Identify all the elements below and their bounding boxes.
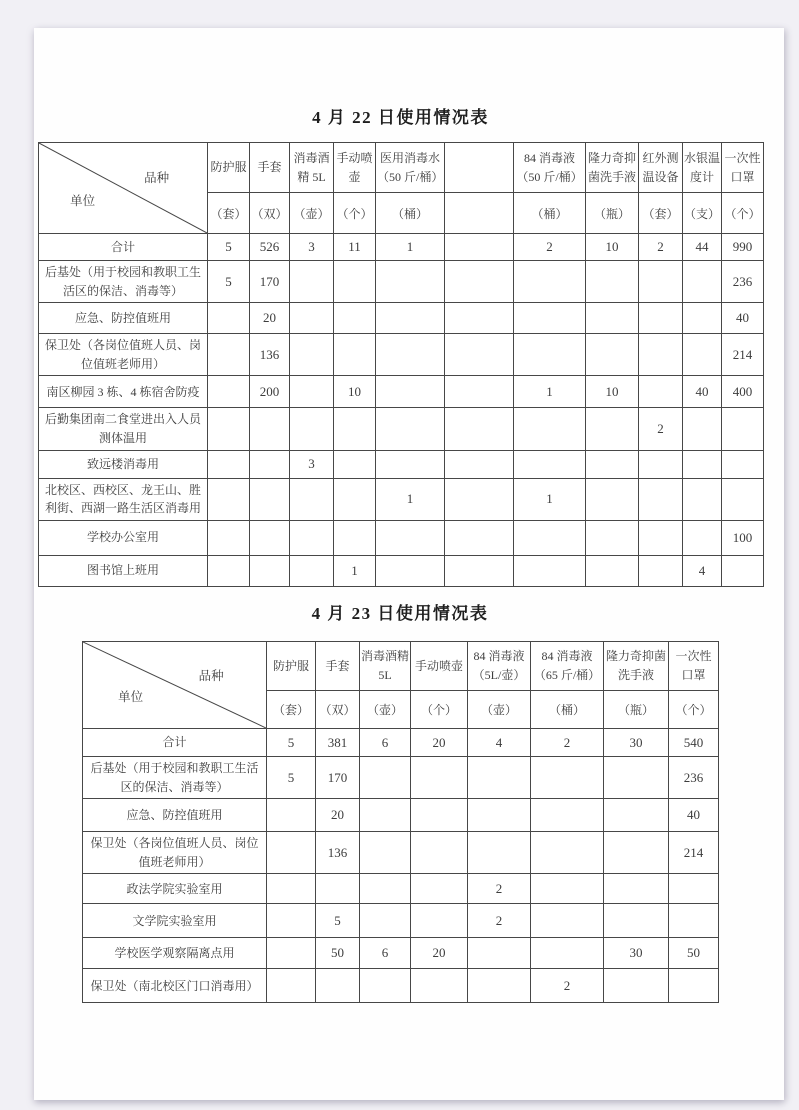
value-cell — [334, 261, 376, 303]
value-cell — [586, 478, 639, 520]
table-row — [39, 478, 764, 520]
value-cell: 381 — [316, 729, 360, 757]
value-cell: 5 — [208, 261, 250, 303]
value-cell — [411, 757, 468, 799]
value-cell — [208, 478, 250, 520]
row-label: 南区柳园 3 栋、4 栋宿舍防疫 — [39, 376, 208, 408]
column-header: 84 消毒液（65 斤/桶） — [531, 642, 604, 691]
value-cell — [514, 450, 586, 478]
value-cell — [334, 478, 376, 520]
value-cell — [514, 408, 586, 450]
value-cell: 30 — [604, 729, 669, 757]
value-cell — [376, 450, 445, 478]
value-cell — [290, 376, 334, 408]
column-unit-header: （双） — [316, 691, 360, 729]
corner-label-bottom: 单位 — [118, 690, 144, 705]
value-cell: 30 — [604, 938, 669, 969]
column-header: 消毒酒精 5L — [290, 143, 334, 193]
column-unit-header: （桶） — [514, 193, 586, 234]
value-cell: 11 — [334, 234, 376, 261]
value-cell: 6 — [360, 938, 411, 969]
value-cell: 40 — [669, 799, 719, 832]
table-row — [39, 555, 764, 586]
column-unit-header: （套） — [267, 691, 316, 729]
column-unit-header — [445, 193, 514, 234]
value-cell: 20 — [411, 729, 468, 757]
value-cell — [586, 520, 639, 555]
value-cell — [411, 874, 468, 904]
column-unit-header: （瓶） — [604, 691, 669, 729]
value-cell: 20 — [316, 799, 360, 832]
value-cell — [250, 478, 290, 520]
column-header: 红外测温设备 — [639, 143, 683, 193]
value-cell — [376, 555, 445, 586]
value-cell: 526 — [250, 234, 290, 261]
value-cell: 10 — [334, 376, 376, 408]
value-cell: 236 — [722, 261, 764, 303]
value-cell — [267, 832, 316, 874]
value-cell — [360, 757, 411, 799]
value-cell — [468, 832, 531, 874]
value-cell — [316, 969, 360, 1003]
value-cell — [208, 376, 250, 408]
value-cell — [250, 408, 290, 450]
value-cell: 1 — [376, 234, 445, 261]
row-label: 政法学院实验室用 — [83, 874, 267, 904]
value-cell: 136 — [316, 832, 360, 874]
value-cell: 214 — [722, 334, 764, 376]
value-cell — [531, 938, 604, 969]
value-cell — [639, 520, 683, 555]
value-cell — [250, 555, 290, 586]
value-cell — [376, 520, 445, 555]
column-header: 一次性口罩 — [722, 143, 764, 193]
value-cell — [445, 334, 514, 376]
value-cell — [531, 832, 604, 874]
value-cell — [290, 478, 334, 520]
value-cell — [411, 799, 468, 832]
row-label: 后勤集团南二食堂进出入人员测体温用 — [39, 408, 208, 450]
value-cell — [376, 303, 445, 334]
value-cell — [683, 334, 722, 376]
table-row — [83, 729, 719, 757]
table-row — [39, 376, 764, 408]
value-cell — [411, 969, 468, 1003]
column-unit-header: （个） — [334, 193, 376, 234]
value-cell — [267, 904, 316, 938]
table-row — [39, 334, 764, 376]
value-cell: 4 — [683, 555, 722, 586]
value-cell — [514, 520, 586, 555]
row-label: 后基处（用于校园和教职工生活区的保洁、消毒等） — [83, 757, 267, 799]
value-cell: 2 — [639, 234, 683, 261]
column-unit-header: （套） — [208, 193, 250, 234]
value-cell — [586, 261, 639, 303]
value-cell — [639, 376, 683, 408]
value-cell — [445, 234, 514, 261]
value-cell — [531, 904, 604, 938]
row-label: 致远楼消毒用 — [39, 450, 208, 478]
value-cell — [639, 303, 683, 334]
value-cell — [683, 520, 722, 555]
value-cell: 136 — [250, 334, 290, 376]
value-cell: 2 — [639, 408, 683, 450]
value-cell — [208, 555, 250, 586]
value-cell: 1 — [334, 555, 376, 586]
row-label: 保卫处（各岗位值班人员、岗位值班老师用） — [39, 334, 208, 376]
corner-label-top: 品种 — [144, 171, 170, 186]
value-cell — [683, 450, 722, 478]
value-cell: 3 — [290, 450, 334, 478]
value-cell — [411, 832, 468, 874]
usage-table — [82, 641, 719, 1003]
value-cell — [360, 832, 411, 874]
value-cell — [586, 408, 639, 450]
diagonal-divider-line — [83, 642, 266, 728]
table-row — [83, 938, 719, 969]
row-label: 文学院实验室用 — [83, 904, 267, 938]
table-row — [39, 261, 764, 303]
column-unit-header: （桶） — [376, 193, 445, 234]
value-cell: 2 — [531, 729, 604, 757]
value-cell — [683, 408, 722, 450]
value-cell — [468, 757, 531, 799]
value-cell — [290, 408, 334, 450]
value-cell — [586, 334, 639, 376]
usage-table — [38, 142, 764, 587]
value-cell — [290, 555, 334, 586]
value-cell — [669, 904, 719, 938]
table-row — [39, 234, 764, 261]
value-cell: 44 — [683, 234, 722, 261]
value-cell: 170 — [316, 757, 360, 799]
value-cell: 2 — [468, 874, 531, 904]
value-cell: 990 — [722, 234, 764, 261]
value-cell — [267, 874, 316, 904]
value-cell: 540 — [669, 729, 719, 757]
value-cell — [722, 408, 764, 450]
value-cell — [639, 478, 683, 520]
value-cell: 40 — [683, 376, 722, 408]
corner-header-cell — [83, 642, 267, 729]
value-cell — [250, 450, 290, 478]
value-cell — [290, 334, 334, 376]
row-label: 保卫处（南北校区门口消毒用） — [83, 969, 267, 1003]
value-cell — [514, 555, 586, 586]
value-cell — [290, 520, 334, 555]
value-cell: 10 — [586, 234, 639, 261]
value-cell: 5 — [267, 729, 316, 757]
value-cell: 100 — [722, 520, 764, 555]
value-cell — [360, 799, 411, 832]
row-label: 图书馆上班用 — [39, 555, 208, 586]
corner-label-top: 品种 — [198, 668, 224, 683]
column-header: 防护服 — [267, 642, 316, 691]
value-cell — [514, 334, 586, 376]
value-cell — [722, 555, 764, 586]
value-cell: 5 — [316, 904, 360, 938]
value-cell: 5 — [208, 234, 250, 261]
column-header: 手套 — [250, 143, 290, 193]
usage-table-section-april-23 — [82, 600, 718, 1003]
value-cell: 1 — [514, 376, 586, 408]
value-cell — [445, 450, 514, 478]
value-cell — [604, 874, 669, 904]
value-cell — [334, 303, 376, 334]
value-cell — [531, 799, 604, 832]
value-cell — [604, 832, 669, 874]
value-cell — [639, 450, 683, 478]
value-cell: 400 — [722, 376, 764, 408]
column-header: 隆力奇抑菌洗手液 — [586, 143, 639, 193]
row-label: 应急、防控值班用 — [83, 799, 267, 832]
value-cell: 50 — [669, 938, 719, 969]
value-cell — [445, 408, 514, 450]
column-header — [445, 143, 514, 193]
value-cell — [376, 408, 445, 450]
column-unit-header: （壶） — [360, 691, 411, 729]
value-cell: 214 — [669, 832, 719, 874]
value-cell — [445, 261, 514, 303]
value-cell: 2 — [514, 234, 586, 261]
diagonal-divider-line — [39, 143, 207, 233]
value-cell: 50 — [316, 938, 360, 969]
value-cell — [514, 303, 586, 334]
table-row — [83, 874, 719, 904]
value-cell — [334, 334, 376, 376]
value-cell — [669, 969, 719, 1003]
column-unit-header: （壶） — [290, 193, 334, 234]
value-cell: 6 — [360, 729, 411, 757]
value-cell — [445, 303, 514, 334]
value-cell — [722, 478, 764, 520]
table-row — [83, 904, 719, 938]
column-header: 手套 — [316, 642, 360, 691]
column-unit-header: （瓶） — [586, 193, 639, 234]
value-cell — [468, 799, 531, 832]
table-row — [39, 303, 764, 334]
value-cell: 170 — [250, 261, 290, 303]
row-label: 合计 — [39, 234, 208, 261]
value-cell — [334, 520, 376, 555]
value-cell — [639, 261, 683, 303]
column-unit-header: （双） — [250, 193, 290, 234]
corner-header-cell — [39, 143, 208, 234]
table-row — [83, 832, 719, 874]
column-unit-header: （桶） — [531, 691, 604, 729]
value-cell — [267, 969, 316, 1003]
row-label: 学校医学观察隔离点用 — [83, 938, 267, 969]
value-cell: 20 — [411, 938, 468, 969]
usage-table-section-april-22 — [38, 104, 763, 587]
value-cell — [604, 799, 669, 832]
value-cell — [604, 757, 669, 799]
value-cell — [586, 450, 639, 478]
value-cell — [445, 376, 514, 408]
column-header: 消毒酒精 5L — [360, 642, 411, 691]
value-cell — [639, 555, 683, 586]
value-cell — [267, 799, 316, 832]
value-cell — [514, 261, 586, 303]
value-cell — [669, 874, 719, 904]
column-header: 手动喷壶 — [334, 143, 376, 193]
column-header: 医用消毒水（50 斤/桶） — [376, 143, 445, 193]
value-cell — [468, 938, 531, 969]
column-header: 手动喷壶 — [411, 642, 468, 691]
table-title: 4 月 23 日使用情况表 — [311, 604, 489, 623]
value-cell — [445, 478, 514, 520]
row-label: 应急、防控值班用 — [39, 303, 208, 334]
value-cell — [639, 334, 683, 376]
column-header: 水银温度计 — [683, 143, 722, 193]
column-header: 一次性口罩 — [669, 642, 719, 691]
column-unit-header: （个） — [669, 691, 719, 729]
value-cell: 20 — [250, 303, 290, 334]
value-cell — [445, 555, 514, 586]
value-cell — [208, 520, 250, 555]
value-cell — [208, 303, 250, 334]
column-header: 防护服 — [208, 143, 250, 193]
value-cell — [376, 376, 445, 408]
value-cell: 5 — [267, 757, 316, 799]
value-cell: 2 — [531, 969, 604, 1003]
value-cell — [445, 520, 514, 555]
value-cell — [586, 555, 639, 586]
value-cell: 40 — [722, 303, 764, 334]
value-cell — [290, 303, 334, 334]
value-cell — [267, 938, 316, 969]
value-cell: 1 — [376, 478, 445, 520]
row-label: 学校办公室用 — [39, 520, 208, 555]
column-header: 隆力奇抑菌洗手液 — [604, 642, 669, 691]
table-row — [39, 520, 764, 555]
value-cell: 4 — [468, 729, 531, 757]
row-label: 后基处（用于校园和教职工生活区的保洁、消毒等） — [39, 261, 208, 303]
value-cell: 2 — [468, 904, 531, 938]
table-row — [83, 757, 719, 799]
value-cell — [531, 874, 604, 904]
value-cell — [604, 904, 669, 938]
value-cell — [208, 450, 250, 478]
value-cell — [316, 874, 360, 904]
value-cell: 3 — [290, 234, 334, 261]
value-cell — [208, 334, 250, 376]
column-unit-header: （支） — [683, 193, 722, 234]
value-cell — [250, 520, 290, 555]
table-title: 4 月 22 日使用情况表 — [312, 108, 489, 127]
row-label: 合计 — [83, 729, 267, 757]
column-unit-header: （个） — [722, 193, 764, 234]
value-cell: 236 — [669, 757, 719, 799]
value-cell — [376, 334, 445, 376]
value-cell — [334, 450, 376, 478]
table-row — [83, 969, 719, 1003]
value-cell — [683, 478, 722, 520]
value-cell — [411, 904, 468, 938]
value-cell — [468, 969, 531, 1003]
value-cell — [683, 303, 722, 334]
value-cell — [360, 874, 411, 904]
value-cell: 1 — [514, 478, 586, 520]
column-header: 84 消毒液（50 斤/桶） — [514, 143, 586, 193]
column-unit-header: （壶） — [468, 691, 531, 729]
value-cell — [531, 757, 604, 799]
value-cell — [208, 408, 250, 450]
value-cell — [604, 969, 669, 1003]
table-row — [39, 408, 764, 450]
column-header: 84 消毒液（5L/壶） — [468, 642, 531, 691]
value-cell — [586, 303, 639, 334]
column-unit-header: （个） — [411, 691, 468, 729]
row-label: 保卫处（各岗位值班人员、岗位值班老师用） — [83, 832, 267, 874]
value-cell: 200 — [250, 376, 290, 408]
table-row — [39, 450, 764, 478]
corner-label-bottom: 单位 — [70, 193, 96, 208]
row-label: 北校区、西校区、龙王山、胜利街、西湖一路生活区消毒用 — [39, 478, 208, 520]
column-unit-header: （套） — [639, 193, 683, 234]
value-cell: 10 — [586, 376, 639, 408]
value-cell — [683, 261, 722, 303]
value-cell — [376, 261, 445, 303]
table-row — [83, 799, 719, 832]
value-cell — [722, 450, 764, 478]
value-cell — [360, 969, 411, 1003]
value-cell — [334, 408, 376, 450]
value-cell — [360, 904, 411, 938]
value-cell — [290, 261, 334, 303]
